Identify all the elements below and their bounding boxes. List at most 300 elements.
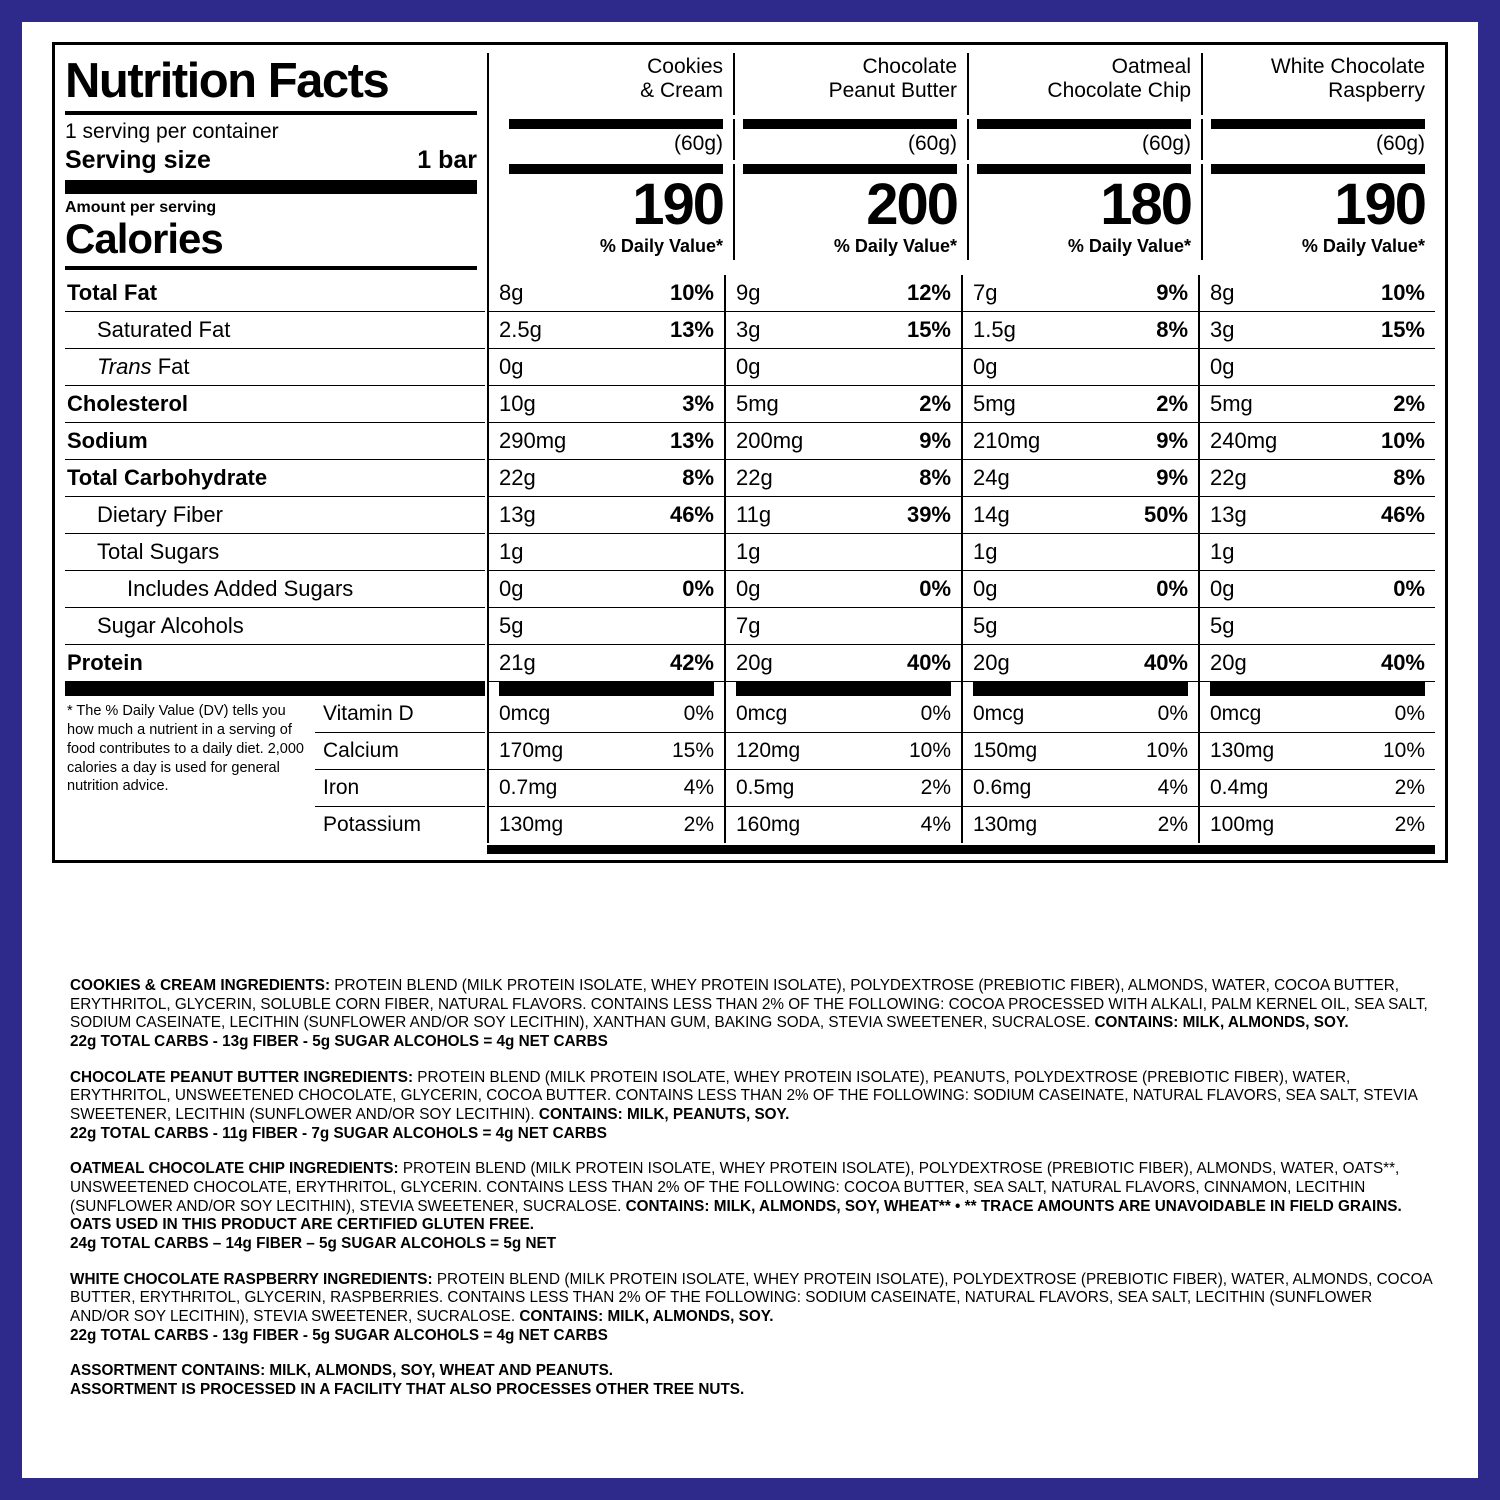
percent: 2% (1393, 391, 1425, 417)
micronutrient-cell (724, 733, 961, 770)
nutrient-cell (489, 386, 724, 423)
percent: 8% (1156, 317, 1188, 343)
divider (733, 119, 967, 129)
ingredient-body: PROTEIN BLEND (MILK PROTEIN ISOLATE, WHEY PROTEIN ISOLATE), PEANUTS, POLYDEXTROSE (PREBIOTIC FIBER), WATER, ERYTHRITOL, UNSWEETENED CHOCOLATE, GLYCERIN, COCOA BUTTER. CONTAINS LESS THAN 2% OF THE FOLLOWING: SODIUM CASEINATE, NATURAL FLAVORS, SEA SALT, STEVIA SWEETENER, LECITHIN (SUNFLOWER AND/OR SOY LECITHIN). (70, 1068, 1417, 1123)
flavor-names-row (501, 53, 1435, 115)
nutrient-cell (961, 349, 1198, 386)
amount: 160mg (736, 813, 801, 837)
flavor-header-cell (501, 53, 733, 115)
daily-value-header-row (501, 234, 1435, 260)
spacer (65, 845, 485, 854)
nutrient-cell (961, 312, 1198, 349)
divider (487, 845, 1435, 854)
amount: 3g (1210, 317, 1235, 343)
micronutrient-label: Iron (315, 770, 485, 807)
amount: 0g (973, 576, 998, 602)
percent: 0% (682, 576, 714, 602)
calories-value: 190 (632, 172, 723, 237)
ingredient-text (70, 1160, 1435, 1235)
amount: 0.4mg (1210, 776, 1269, 800)
table-row (65, 275, 1435, 312)
amount: 22g (736, 465, 773, 491)
nutrient-cell (724, 571, 961, 608)
net-carbs-statement: 24g TOTAL CARBS – 14g FIBER – 5g SUGAR ALCOHOLS = 5g NET (70, 1234, 557, 1252)
divider (65, 111, 477, 115)
micronutrient-cell (1198, 733, 1435, 770)
label-page (22, 22, 1478, 1478)
nutrient-label: Sugar Alcohols (65, 608, 485, 645)
serving-grams-row (501, 129, 1435, 160)
percent: 15% (1380, 317, 1425, 343)
amount: 5mg (1210, 391, 1253, 417)
micronutrient-section (65, 696, 1435, 843)
micronutrient-cell (961, 733, 1198, 770)
table-row (65, 497, 1435, 534)
amount: 240mg (1210, 428, 1278, 454)
nutrient-cell (1198, 275, 1435, 312)
amount: 13g (499, 502, 536, 528)
net-carbs-statement: 22g TOTAL CARBS - 13g FIBER - 5g SUGAR ALCOHOLS = 4g NET CARBS (70, 1326, 608, 1344)
table-row (65, 386, 1435, 423)
ingredient-body: PROTEIN BLEND (MILK PROTEIN ISOLATE, WHEY PROTEIN ISOLATE), POLYDEXTROSE (PREBIOTIC FIBER), ALMONDS, WATER, OATS**, UNSWEETENED CHOCOLATE, ERYTHRITOL, GLYCERIN. CONTAINS LESS THAN 2% OF THE FOLLOWING: COCOA BUTTER, SEA SALT, NATURAL FLAVORS, CINNAMON, LECITHIN (SUNFLOWER AND/OR SOY LECITHIN), STEVIA SWEETENER, SUCRALOSE. (70, 1160, 1400, 1215)
ingredient-heading: OATMEAL CHOCOLATE CHIP INGREDIENTS: (70, 1160, 399, 1178)
percent: 4% (920, 813, 951, 837)
nutrient-cell (1198, 608, 1435, 645)
nutrient-cell (489, 608, 724, 645)
ingredient-heading: WHITE CHOCOLATE RASPBERRY INGREDIENTS: (70, 1270, 433, 1288)
allergen-statement: CONTAINS: MILK, ALMONDS, SOY. (519, 1307, 774, 1325)
amount: 0g (736, 354, 761, 380)
nutrient-cell (724, 312, 961, 349)
nutrient-cell (961, 645, 1198, 682)
nutrient-cell (1198, 534, 1435, 571)
ingredient-block (70, 1271, 1435, 1346)
flavor-name-line2: Raspberry (1328, 79, 1425, 103)
nutrient-label: Protein (65, 645, 485, 682)
nutrient-cell (1198, 497, 1435, 534)
percent: 42% (669, 650, 714, 676)
nutrient-cell (961, 423, 1198, 460)
percent: 9% (1156, 428, 1188, 454)
percent: 2% (920, 776, 951, 800)
amount: 150mg (973, 739, 1038, 763)
nutrient-cell (724, 645, 961, 682)
ingredient-block (70, 977, 1435, 1052)
percent: 0% (1156, 576, 1188, 602)
nutrient-values (487, 275, 1435, 312)
nutrient-cell (1198, 386, 1435, 423)
amount: 11g (736, 502, 772, 528)
page-title: Nutrition Facts (65, 54, 389, 108)
net-carbs-statement: 22g TOTAL CARBS - 13g FIBER - 5g SUGAR ALCOHOLS = 4g NET CARBS (70, 1032, 608, 1050)
divider (489, 682, 724, 696)
ingredient-heading: COOKIES & CREAM INGREDIENTS: (70, 977, 331, 994)
flavor-name-line2: & Cream (640, 79, 723, 103)
ingredient-block (70, 1160, 1435, 1253)
divider-group (487, 682, 1435, 696)
percent: 0% (1393, 576, 1425, 602)
percent: 0% (919, 576, 951, 602)
table-row (65, 312, 1435, 349)
amount: 21g (499, 650, 536, 676)
amount: 8g (1210, 280, 1235, 306)
nutrient-cell (1198, 423, 1435, 460)
nutrient-label: Saturated Fat (65, 312, 485, 349)
percent: 10% (669, 280, 714, 306)
amount: 10g (499, 391, 536, 417)
micronutrient-cell (724, 696, 961, 733)
percent: 46% (669, 502, 714, 528)
percent: 2% (1157, 813, 1188, 837)
percent: 10% (1380, 280, 1425, 306)
nutrient-values (487, 645, 1435, 682)
micronutrient-cell (489, 807, 724, 843)
nutrient-cell (724, 423, 961, 460)
panel-flavor-header (487, 53, 1435, 275)
serving-size-value: 1 bar (417, 146, 477, 174)
divider (1198, 682, 1435, 696)
nutrient-cell (489, 460, 724, 497)
nutrient-label: Total Carbohydrate (65, 460, 485, 497)
amount: 1g (1210, 539, 1235, 565)
percent: 9% (919, 428, 951, 454)
percent: 39% (906, 502, 951, 528)
nutrient-cell (961, 460, 1198, 497)
amount: 0mcg (499, 702, 551, 726)
nutrient-cell (489, 349, 724, 386)
net-carbs-statement: 22g TOTAL CARBS - 11g FIBER - 7g SUGAR ALCOHOLS = 4g NET CARBS (70, 1124, 608, 1142)
percent: 8% (919, 465, 951, 491)
amount: 9g (736, 280, 761, 306)
amount: 5mg (973, 391, 1016, 417)
percent: 9% (1156, 280, 1188, 306)
serving-grams: (60g) (967, 129, 1201, 160)
flavor-header-cell (733, 53, 967, 115)
amount: 0.5mg (736, 776, 795, 800)
percent: 46% (1380, 502, 1425, 528)
amount: 0g (973, 354, 998, 380)
amount: 8g (499, 280, 524, 306)
nutrient-cell (1198, 645, 1435, 682)
percent: 4% (1157, 776, 1188, 800)
percent: 0% (1157, 702, 1188, 726)
divider (1201, 119, 1435, 129)
micronutrient-cell (724, 770, 961, 807)
amount: 100mg (1210, 813, 1275, 837)
amount: 5g (973, 613, 998, 639)
micronutrient-cell (1198, 807, 1435, 843)
percent: 0% (920, 702, 951, 726)
micronutrient-cell (961, 807, 1198, 843)
divider-thick (65, 180, 477, 194)
nutrient-values (487, 571, 1435, 608)
amount: 0g (499, 576, 524, 602)
table-row (65, 460, 1435, 497)
amount: 1g (973, 539, 998, 565)
micronutrient-label: Vitamin D (315, 696, 485, 733)
amount: 290mg (499, 428, 567, 454)
divider (65, 266, 477, 270)
percent: 2% (683, 813, 714, 837)
ingredient-heading: CHOCOLATE PEANUT BUTTER INGREDIENTS: (70, 1068, 414, 1086)
nutrient-values (487, 460, 1435, 497)
divider (724, 682, 961, 696)
percent: 10% (908, 739, 951, 763)
nutrient-values (487, 312, 1435, 349)
daily-value-header: % Daily Value* (1201, 234, 1435, 260)
table-row (489, 696, 1435, 733)
nutrient-cell (724, 349, 961, 386)
calories-value: 190 (1201, 174, 1435, 234)
amount: 14g (973, 502, 1010, 528)
daily-value-footnote: * The % Daily Value (DV) tells you how much a nutrient in a serving of food contributes to a daily diet. 2,000 calories a day is used for general nutrition advice. (67, 703, 304, 795)
percent: 2% (1394, 776, 1425, 800)
nutrient-cell (489, 312, 724, 349)
nutrient-values (487, 497, 1435, 534)
percent: 2% (1156, 391, 1188, 417)
daily-value-header: % Daily Value* (967, 234, 1201, 260)
protein-separator (65, 682, 1435, 696)
flavor-header-cell (967, 53, 1201, 115)
micronutrient-cell (961, 770, 1198, 807)
flavor-name-line1: Cookies (647, 55, 723, 78)
nutrient-values (487, 349, 1435, 386)
nutrient-label: Cholesterol (65, 386, 485, 423)
percent: 13% (669, 428, 714, 454)
serving-size-label: Serving size (65, 146, 211, 174)
nutrient-label: Total Fat (65, 275, 485, 312)
micronutrient-cell (961, 696, 1198, 733)
ingredients-section (70, 977, 1435, 1399)
assortment-facility: ASSORTMENT IS PROCESSED IN A FACILITY THAT ALSO PROCESSES OTHER TREE NUTS. (70, 1380, 745, 1398)
serving-grams: (60g) (733, 129, 967, 160)
assortment-contains: ASSORTMENT CONTAINS: MILK, ALMONDS, SOY, WHEAT AND PEANUTS. (70, 1362, 614, 1380)
amount: 0mcg (973, 702, 1025, 726)
micronutrient-label: Calcium (315, 733, 485, 770)
percent: 2% (1394, 813, 1425, 837)
nutrient-cell (489, 571, 724, 608)
ingredient-text (70, 1271, 1435, 1327)
ingredient-body: PROTEIN BLEND (MILK PROTEIN ISOLATE, WHEY PROTEIN ISOLATE), POLYDEXTROSE (PREBIOTIC FIBER), ALMONDS, WATER, COCOA BUTTER, ERYTHRITOL, GLYCERIN, SOLUBLE CORN FIBER, NATURAL FLAVORS. CONTAINS LESS THAN 2% OF THE FOLLOWING: COCOA PROCESSED WITH ALKALI, PALM KERNEL OIL, SEA SALT, SODIUM CASEINATE, LECITHIN (SUNFLOWER AND/OR SOY LECITHIN), XANTHAN GUM, BAKING SODA, STEVIA SWEETENER, SUCRALOSE. (70, 977, 1428, 1032)
micronutrient-label: Potassium (323, 813, 422, 837)
nutrient-cell (724, 497, 961, 534)
amount-per-serving-label: Amount per serving (65, 199, 217, 216)
table-row (489, 733, 1435, 770)
divider (65, 682, 485, 696)
amount: 130mg (1210, 739, 1275, 763)
flavor-header-rule-row (501, 119, 1435, 129)
amount: 22g (1210, 465, 1247, 491)
panel-left-header (65, 53, 485, 275)
daily-value-header: % Daily Value* (599, 236, 723, 256)
micronutrient-names (315, 696, 485, 843)
table-row (489, 807, 1435, 843)
amount: 120mg (736, 739, 801, 763)
ingredient-text (70, 1069, 1435, 1125)
nutrition-facts-panel (52, 42, 1448, 863)
ingredient-body: PROTEIN BLEND (MILK PROTEIN ISOLATE, WHEY PROTEIN ISOLATE), POLYDEXTROSE (PREBIOTIC FIBER), WATER, ALMONDS, COCOA BUTTER, ERYTHRITOL, GLYCERIN, RASPBERRIES. CONTAINS LESS THAN 2% OF THE FOLLOWING: SODIUM CASEINATE, NATURAL FLAVORS, SEA SALT, LECITHIN (SUNFLOWER AND/OR SOY LECITHIN), STEVIA SWEETENER, SUCRALOSE. (70, 1270, 1432, 1325)
micronutrient-cell (489, 733, 724, 770)
nutrient-values (487, 423, 1435, 460)
ingredient-text (70, 977, 1435, 1033)
nutrient-label: Total Sugars (65, 534, 485, 571)
percent: 40% (1380, 650, 1425, 676)
amount: 0.7mg (499, 776, 558, 800)
percent: 0% (1394, 702, 1425, 726)
panel-header-grid (65, 53, 1435, 275)
percent: 15% (671, 739, 714, 763)
nutrient-cell (1198, 312, 1435, 349)
amount: 2.5g (499, 317, 542, 343)
amount: 1g (736, 539, 761, 565)
serving-grams: (60g) (1201, 129, 1435, 160)
amount: 0g (1210, 354, 1235, 380)
micronutrient-cell (489, 770, 724, 807)
amount: 7g (736, 613, 761, 639)
amount: 7g (973, 280, 998, 306)
flavor-name-line1: Chocolate (862, 55, 957, 78)
percent: 15% (906, 317, 951, 343)
percent: 2% (919, 391, 951, 417)
amount: 5g (1210, 613, 1235, 639)
nutrient-cell (724, 608, 961, 645)
nutrient-cell (724, 534, 961, 571)
amount: 5g (499, 613, 524, 639)
nutrient-cell (489, 423, 724, 460)
percent: 50% (1143, 502, 1188, 528)
percent: 4% (683, 776, 714, 800)
amount: 0g (499, 354, 524, 380)
amount: 170mg (499, 739, 564, 763)
micronutrient-cell (1198, 696, 1435, 733)
nutrient-cell (724, 386, 961, 423)
panel-bottom-rule (65, 845, 1435, 854)
flavor-name-line2: Chocolate Chip (1047, 79, 1191, 103)
micronutrient-values (487, 696, 1435, 843)
ingredient-block (70, 1069, 1435, 1144)
percent: 10% (1382, 739, 1425, 763)
amount: 3g (736, 317, 761, 343)
nutrient-cell (961, 534, 1198, 571)
percent: 40% (1143, 650, 1188, 676)
assortment-statement (70, 1362, 1435, 1399)
percent: 8% (1393, 465, 1425, 491)
percent: 40% (906, 650, 951, 676)
amount: 210mg (973, 428, 1041, 454)
table-row (65, 349, 1435, 386)
flavor-name-line1: Oatmeal (1111, 55, 1191, 78)
allergen-statement: CONTAINS: MILK, PEANUTS, SOY. (538, 1105, 790, 1123)
percent: 10% (1145, 739, 1188, 763)
nutrient-cell (961, 275, 1198, 312)
amount: 22g (499, 465, 536, 491)
amount: 200mg (736, 428, 804, 454)
nutrient-cell (1198, 571, 1435, 608)
flavor-name-line1: White Chocolate (1270, 55, 1425, 78)
nutrient-cell (489, 645, 724, 682)
amount: 130mg (973, 813, 1038, 837)
servings-per-container: 1 serving per container (65, 120, 279, 143)
micronutrient-cell (724, 807, 961, 843)
percent: 9% (1156, 465, 1188, 491)
nutrient-cell (961, 608, 1198, 645)
nutrient-cell (724, 275, 961, 312)
nutrient-label: Sodium (65, 423, 485, 460)
nutrient-cell (489, 275, 724, 312)
nutrient-cell (961, 497, 1198, 534)
amount: 0.6mg (973, 776, 1032, 800)
allergen-statement: CONTAINS: MILK, ALMONDS, SOY, WHEAT** • ** TRACE AMOUNTS ARE UNAVOIDABLE IN FIELD GRAINS. OATS USED IN THIS PRODUCT ARE CERTIFIED GLUTEN FREE. (70, 1197, 1402, 1234)
table-row (489, 770, 1435, 807)
table-row (65, 571, 1435, 608)
amount: 0mcg (736, 702, 788, 726)
amount: 0mcg (1210, 702, 1262, 726)
nutrient-values (487, 608, 1435, 645)
amount: 1.5g (973, 317, 1016, 343)
divider (501, 119, 733, 129)
calories-value: 180 (967, 174, 1201, 234)
percent: 12% (906, 280, 951, 306)
table-row (65, 534, 1435, 571)
amount: 0g (1210, 576, 1235, 602)
nutrient-cell (961, 571, 1198, 608)
divider (967, 119, 1201, 129)
amount: 13g (1210, 502, 1247, 528)
nutrient-cell (1198, 349, 1435, 386)
flavor-header-cell (1201, 53, 1435, 115)
calories-values-row (501, 172, 1435, 237)
percent: 0% (683, 702, 714, 726)
calories-value: 200 (733, 174, 967, 234)
nutrient-label: Trans Fat (65, 349, 485, 386)
nutrient-cell (489, 534, 724, 571)
nutrient-table (65, 275, 1435, 682)
nutrient-cell (724, 460, 961, 497)
percent: 8% (682, 465, 714, 491)
nutrient-cell (961, 386, 1198, 423)
nutrient-values (487, 534, 1435, 571)
serving-size-row (65, 146, 477, 175)
nutrient-label: Dietary Fiber (65, 497, 485, 534)
micronutrient-cell (1198, 770, 1435, 807)
amount: 0g (736, 576, 761, 602)
calories-label: Calories (65, 215, 223, 262)
amount: 20g (973, 650, 1010, 676)
percent: 3% (682, 391, 714, 417)
daily-value-header: % Daily Value* (733, 234, 967, 260)
amount: 20g (1210, 650, 1247, 676)
table-row (65, 423, 1435, 460)
amount: 1g (499, 539, 524, 565)
divider (961, 682, 1198, 696)
amount: 20g (736, 650, 773, 676)
table-row (65, 608, 1435, 645)
nutrient-cell (1198, 460, 1435, 497)
nutrient-values (487, 386, 1435, 423)
percent: 13% (669, 317, 714, 343)
flavor-name-line2: Peanut Butter (828, 79, 957, 103)
amount: 130mg (499, 813, 564, 837)
nutrient-cell (489, 497, 724, 534)
serving-grams: (60g) (673, 132, 723, 155)
micronutrient-left (65, 696, 485, 843)
nutrient-label: Includes Added Sugars (65, 571, 485, 608)
percent: 10% (1380, 428, 1425, 454)
allergen-statement: CONTAINS: MILK, ALMONDS, SOY. (1094, 1014, 1349, 1032)
micronutrient-cell (489, 696, 724, 733)
amount: 5mg (736, 391, 779, 417)
table-row (65, 645, 1435, 682)
